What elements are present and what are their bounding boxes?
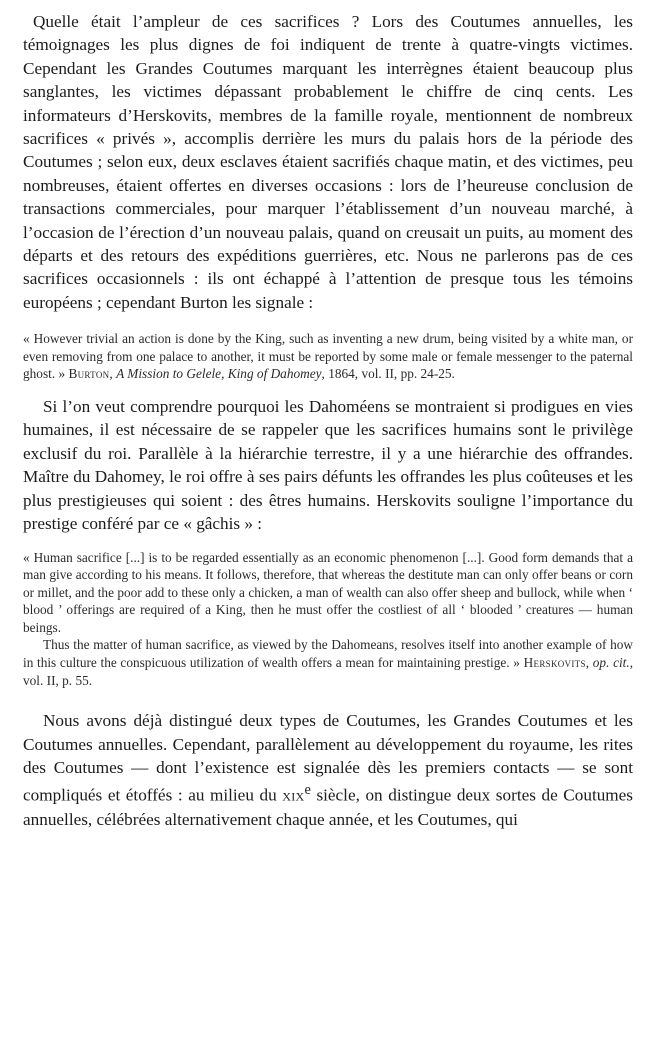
quote-burton-author: Burton	[68, 366, 110, 382]
blockquote-burton: « However trivial an action is done by the King, such as inventing a new drum, being visited by a white man, or even removing from one palace to another, it must be reported by some male or female messenger to the paternal ghost. » Burton, A Mission to Gelele, King of Dahomey, 1864, vol. II, pp. 24-25.	[23, 331, 633, 382]
quote-herskovits-text-b: Thus the matter of human sacrifice, as viewed by the Dahomeans, resolves itself into another example of how in this culture the conspicuous utilization of wealth offers a mean for maintaining prestige. »	[23, 637, 633, 671]
quote-burton-ref: , 1864, vol. II, pp. 24-25.	[321, 366, 455, 382]
quote-herskovits-author: Herskovits	[523, 655, 586, 671]
paragraph-3-before: Nous avons déjà distingué deux types de Coutumes, les Grandes Coutumes et les Coutumes annuelles. Cependant, parallèlement au développement du royaume, les rites des Coutumes — dont l’existence est signalée dès les premiers contacts — se sont compliqués et étoffés : au milieu du	[23, 711, 633, 806]
paragraph-royal-privilege: Si l’on veut comprendre pourquoi les Dahoméens se montraient si prodigues en vies humaines, il est nécessaire de se rappeler que les sacrifices humains sont le privilège exclusif du roi. Parallèle à la hiérarchie terrestre, il y a une hiérarchie des offrandes. Maître du Dahomey, le roi offre à ses pairs défunts les offrandes les plus coûteuses et les plus prestigieuses qui soient : des êtres humains. Herskovits souligne l’importance du prestige conféré par ce « gâchis » :	[23, 397, 633, 534]
century-superscript: e	[304, 782, 311, 799]
century-numeral: xix	[282, 786, 305, 806]
paragraph-sacrifice-scale: Quelle était l’ampleur de ces sacrifices ? Lors des Coutumes annuelles, les témoignages les plus dignes de foi indiquent de trente à quatre-vingts victimes. Cependant les Grandes Coutumes marquant les interrègnes étaient beaucoup plus sanglantes, les victimes dépassant probablement le chiffre de cinq cents. Les informateurs d’Herskovits, membres de la famille royale, mentionnent de nombreux sacrifices « privés », accomplis derrière les murs du palais hors de la période des Coutumes ; selon eux, deux esclaves étaient sacrifiés chaque matin, et des victimes, peu nombreuses, étaient offertes en diverses occasions : lors de l’heureuse conclusion de transactions commerciales, pour marquer l’établissement d’un nouveau marché, à l’occasion de l’érection d’un nouveau palais, quand on creusait un puits, au moment des départs et des retours des expéditions guerrières, etc. Nous ne parlerons pas de ces sacrifices occasionnels : ils ont échappé à l’attention de presque tous les témoins européens ; cependant Burton les signale :	[23, 12, 633, 312]
quote-burton-work: A Mission to Gelele, King of Dahomey	[116, 366, 322, 382]
quote-herskovits-work: op. cit.	[592, 655, 630, 671]
quote-herskovits-ref: , vol. II, p. 55.	[23, 655, 634, 688]
quote-herskovits-text-a: « Human sacrifice [...] is to be regarded essentially as an economic phenomenon [...]. Good form demands that a man give according to his means. It follows, therefore, that whereas the destitute man can only offer beans or corn or millet, and the poor add to these only a chicken, a man of wealth can also offer sheep and bullock, while when ‘ blood ’ offerings are required of a King, then he must offer the costliest of all ‘ blooded ’ creatures — human beings.	[23, 549, 633, 635]
paragraph-3-after: siècle, on distingue deux sortes de Coutumes annuelles, célébrées alternativement chaque année, et les Coutumes, qui	[23, 786, 633, 829]
paragraph-coutumes-types	[23, 709, 633, 831]
quote-herskovits-text-b-wrap: Thus the matter of human sacrifice, as viewed by the Dahomeans, resolves itself into another example of how in this culture the conspicuous utilization of wealth offers a mean for maintaining prestige. » Herskovits, op. cit., vol. II, p. 55.	[23, 637, 634, 688]
quote-burton-text: « However trivial an action is done by the King, such as inventing a new drum, being visited by a white man, or even removing from one palace to another, it must be reported by some male or female messenger to the paternal ghost. »	[23, 331, 633, 382]
blockquote-herskovits	[23, 549, 633, 690]
page	[23, 10, 633, 831]
